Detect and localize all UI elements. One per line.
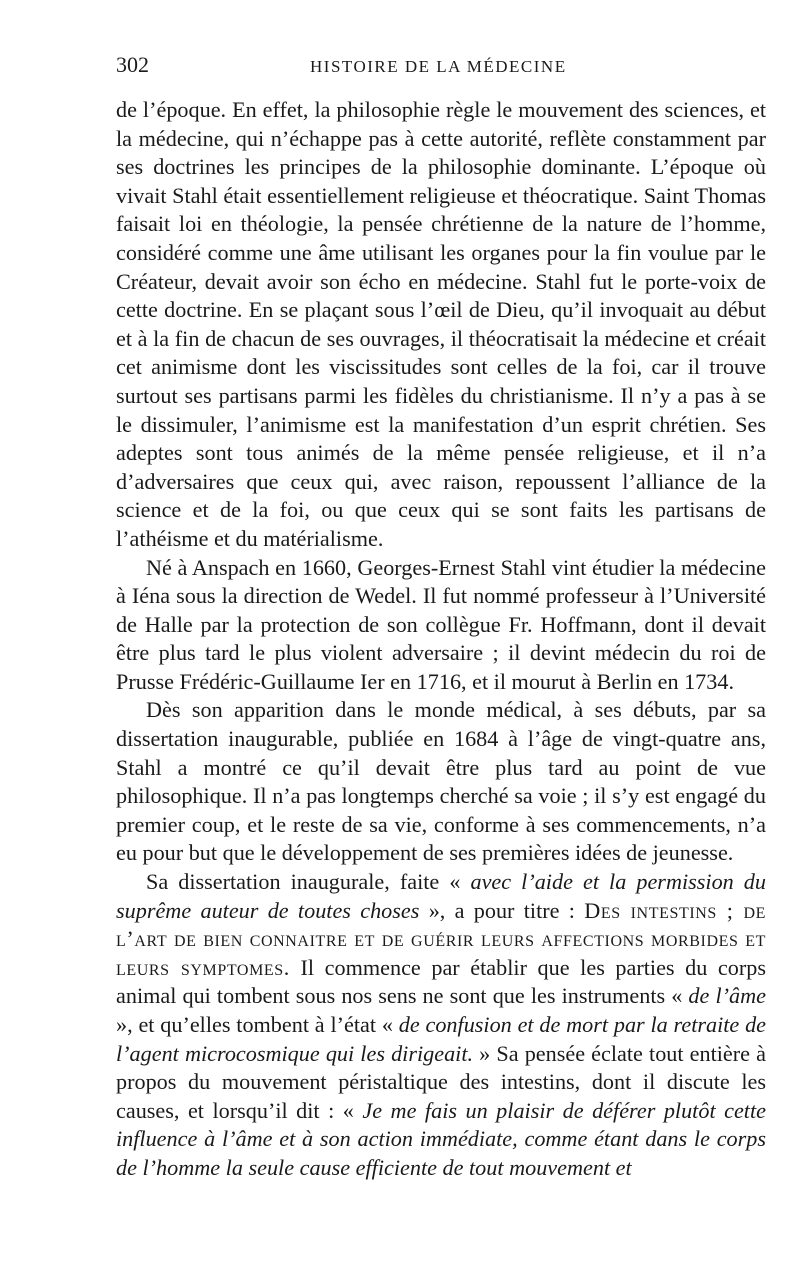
body-text bbox=[116, 96, 766, 1183]
text-segment: Dès son apparition dans le monde médical, à ses débuts, par sa dissertation inaugurable, publiée en 1684 à l’âge de vingt-quatre ans, Stahl a montré ce qu’il devait être plus tard au point de vue philosophique. Il n’a pas longtemps cherché sa voie ; il s’y est engagé du premier coup, et le reste de sa vie, conforme à ses commencements, n’a eu pour but que le développement de ses premières idées de jeunesse. bbox=[116, 697, 766, 866]
italic-text: de l’âme bbox=[688, 983, 766, 1009]
paragraph bbox=[116, 554, 766, 697]
small-caps-title: Des intestins ; de l’art de bien connaitre et de guérir leurs affections morbides et leurs symptomes. bbox=[116, 897, 766, 980]
text-segment: de l’époque. En effet, la philosophie règle le mouvement des sciences, et la médecine, qui n’échappe pas à cette autorité, reflète constamment par ses doctrines les principes de la philosophie dominante. L’époque où vivait Stahl était essentiellement religieuse et théocratique. Saint Thomas faisait loi en théologie, la pensée chrétienne de la nature de l’homme, considéré comme une âme utilisant les organes pour la fin voulue par le Créateur, devait avoir son écho en médecine. Stahl fut le porte-voix de cette doctrine. En se plaçant sous l’œil de Dieu, qu’il invoquait au début et à la fin de chacun de ses ouvrages, il théocratisait la médecine et créait cet animisme dont les viscissitudes sont celles de la foi, car il trouve surtout ses partisans parmi les fidèles du christianisme. Il n’y a pas à se le dissimuler, l’animisme est la manifestation d’un esprit chrétien. Ses adeptes sont tous animés de la même pensée religieuse, et il n’a d’adversaires que ceux qui, avec raison, repoussent l’alliance de la science et de la foi, ou que ceux qui se sont faits les partisans de l’athéisme et du matérialisme. bbox=[116, 97, 766, 551]
paragraph bbox=[116, 868, 766, 1183]
italic-text: Je me fais un plaisir de déférer plutôt cette influence à l’âme et à son action immédiate, comme étant dans le corps de l’homme la seule cause efficiente de tout mouvement et bbox=[116, 1097, 766, 1180]
paragraph bbox=[116, 696, 766, 868]
paragraph bbox=[116, 96, 766, 554]
running-head bbox=[116, 52, 766, 86]
text-segment: », a pour titre : bbox=[419, 897, 585, 923]
text-segment: » Sa pensée éclate tout entière à propos du mouvement péristaltique des intestins, dont il discute les causes, et lorsqu’il dit : « bbox=[116, 1040, 766, 1123]
text-segment: Né à Anspach en 1660, Georges-Ernest Stahl vint étudier la médecine à Iéna sous la direction de Wedel. Il fut nommé professeur à l’Université de Halle par la protection de son collègue Fr. Hoffmann, dont il devait être plus tard le plus violent adversaire ; il devint médecin du roi de Prusse Frédéric-Guillaume Ier en 1716, et il mourut à Berlin en 1734. bbox=[116, 554, 766, 694]
text-segment: Sa dissertation inaugurale, faite « bbox=[146, 869, 471, 895]
text-segment: », et qu’elles tombent à l’état « bbox=[116, 1012, 399, 1037]
running-title: HISTOIRE DE LA MÉDECINE bbox=[310, 57, 567, 76]
italic-text: de confusion et de mort par la retraite de l’agent microcosmique qui les dirigeait. bbox=[116, 1012, 767, 1066]
italic-text: avec l’aide et la permission du suprême auteur de toutes choses bbox=[116, 869, 766, 923]
page-number: 302 bbox=[116, 52, 149, 77]
text-segment: Il commence par établir que les parties du corps animal qui tombent sous nos sens ne sont que les instruments « bbox=[116, 954, 766, 1009]
